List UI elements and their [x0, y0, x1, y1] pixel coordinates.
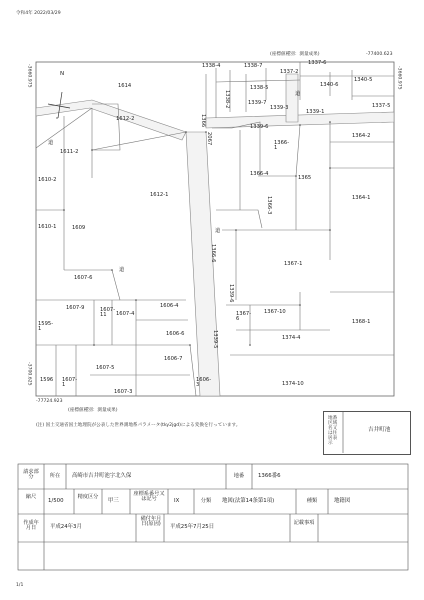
category-label: 分類	[200, 498, 212, 504]
remark-label: 備付年月日(原因)	[140, 516, 162, 528]
area-box-divider	[323, 411, 409, 453]
parcel-label: 1339-6	[250, 124, 269, 130]
scale-value: 1/500	[48, 498, 64, 504]
lot-value: 1366番6	[258, 473, 281, 479]
parcel-label: 1366-6	[210, 244, 217, 263]
parcel-label: 1340-6	[320, 82, 339, 88]
left-lower-coord: -3700.625	[26, 362, 32, 386]
parcel-label: 1607-11	[100, 307, 116, 319]
parcel-label: 2067	[206, 132, 213, 146]
parcel-label: 1366-3	[266, 196, 273, 215]
request-label: 請求部分	[23, 469, 39, 481]
type-label: 種類	[306, 498, 318, 504]
parcel-label: 1606-6	[166, 331, 185, 337]
area-name-title: 地番区域名又は住居表示	[328, 416, 338, 447]
parcel-label: 1606-7	[164, 356, 183, 362]
footnote: (注) 国土交通省国土地理院が公表した世界測地系パラメータ(tky2jgd)による変換を行っています。	[36, 423, 241, 428]
parcel-label: 1596	[40, 377, 54, 383]
parcel-label: 1612-2	[116, 116, 135, 122]
parcel-label: 1374-4	[282, 335, 301, 341]
parcel-label: 1606-4	[160, 303, 179, 309]
left-side-coord: -3660.975	[26, 64, 32, 88]
remark-value: 平成25年7月25日	[170, 524, 215, 530]
right-side-coord: -3660.975	[396, 66, 402, 90]
parcel-label: 1337-2	[280, 69, 299, 75]
bottom-coord-type: (座標値種別：測量成果)	[68, 408, 118, 413]
coord-label: 座標系番号又は記号	[133, 491, 165, 503]
notes-label: 記載事項	[293, 520, 315, 526]
parcel-label: 1367-10	[264, 309, 286, 315]
type-value: 地籍図	[334, 498, 351, 504]
coord-value: IX	[174, 498, 180, 504]
parcel-label: 1612-1	[150, 192, 169, 198]
parcel-label: 1607-1	[62, 377, 78, 389]
parcel-label: 1607-6	[74, 275, 93, 281]
road-label: 道	[119, 267, 125, 273]
side-road	[286, 74, 301, 122]
parcel-label: 1366	[200, 114, 207, 128]
parcel-label: 1607-5	[96, 365, 115, 371]
parcel-label: 1367-6	[236, 311, 252, 323]
created-label: 作成年月日	[23, 520, 39, 532]
parcel-label: 1606-3	[196, 377, 212, 389]
page-number: 1/1	[16, 583, 24, 588]
parcel-label: 1610-1	[38, 224, 57, 230]
accuracy-label: 精度区分	[77, 494, 99, 500]
date-stamp: 令和4年 2022/03/29	[16, 11, 61, 16]
parcel-label: 1338-4	[202, 63, 221, 69]
parcel-label: 1607-4	[116, 311, 135, 317]
parcel-label: 1339-5	[212, 330, 219, 349]
parcel-label: 1607-9	[66, 305, 85, 311]
lot-label: 地番	[233, 473, 245, 479]
parcel-label: 1339-6	[228, 284, 235, 303]
parcel-label: 1611-2	[60, 149, 79, 155]
road-label: 道	[295, 91, 301, 97]
area-name-value: 吉井町池	[368, 427, 391, 433]
top-right-coord: -77400.623	[366, 52, 393, 57]
parcel-label: 1595-1	[38, 321, 54, 333]
category-value: 地図(法第14条第1項)	[222, 498, 275, 504]
parcel-label: 1607-3	[114, 389, 133, 395]
parcel-label: 1366-4	[250, 171, 269, 177]
road-label: 道	[48, 140, 54, 146]
top-coord-type: (座標値種別：測量成果)	[270, 52, 320, 57]
parcel-label: 1339-1	[306, 109, 325, 115]
parcel-label: 1340-5	[354, 77, 373, 83]
parcel-label: 1609	[72, 225, 86, 231]
bottom-left-coord: -77724.923	[36, 399, 63, 404]
accuracy-value: 甲三	[108, 498, 119, 504]
parcel-label: 1614	[118, 83, 132, 89]
parcel-label: 1368-1	[352, 319, 371, 325]
parcel-label: 1338-2	[224, 90, 231, 109]
info-table-grid	[18, 464, 408, 570]
parcel-label: 1338-7	[244, 63, 263, 69]
parcel-label: 1338-5	[250, 85, 269, 91]
scale-label: 縮尺	[25, 494, 37, 500]
road-label: 道	[215, 228, 221, 234]
location-label: 所在	[49, 473, 61, 479]
parcel-label: 1374-10	[282, 381, 304, 387]
parcel-label: 1339-3	[270, 105, 289, 111]
parcel-label: 1337-6	[308, 60, 327, 66]
parcel-label: 1366-1	[274, 140, 290, 152]
parcel-label: 1365	[298, 175, 312, 181]
location-value: 高崎市吉井町池字北久保	[72, 473, 132, 479]
parcel-label: 1364-2	[352, 133, 371, 139]
north-label: N	[60, 71, 65, 77]
parcel-label: 1364-1	[352, 195, 371, 201]
parcel-label: 1339-7	[248, 100, 267, 106]
parcel-label: 1337-5	[372, 103, 391, 109]
parcel-label: 1610-2	[38, 177, 57, 183]
parcel-label: 1367-1	[284, 261, 303, 267]
created-value: 平成24年3月	[50, 524, 82, 530]
